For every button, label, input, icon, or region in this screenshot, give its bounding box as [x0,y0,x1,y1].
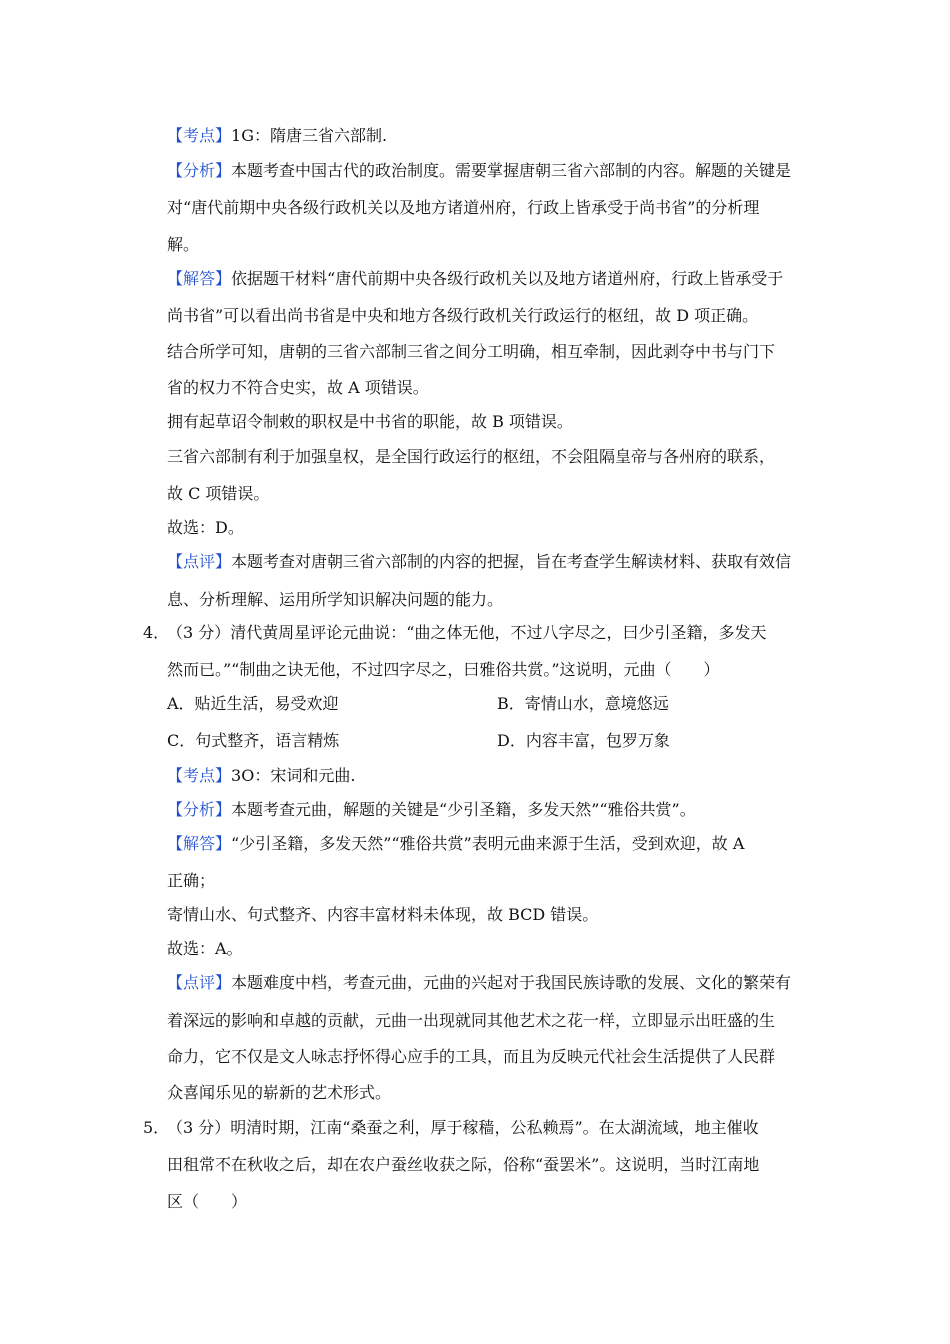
kaodian-line [167,126,387,146]
jieda-line: 拥有起草诏令制敕的职权是中书省的职能，故 B 项错误。 [167,412,573,431]
option-d: D．内容丰富，包罗万象 [497,731,670,750]
dianping-tag: 【点评】 [167,973,232,992]
kaodian-line [167,766,355,786]
jieda-line: 三省六部制有利于加强皇权，是全国行政运行的枢纽，不会阻隔皇帝与各州府的联系， [167,447,776,466]
fenxi-line [167,800,696,820]
option-b: B．寄情山水，意境悠远 [497,694,669,713]
dianping-tag: 【点评】 [167,552,232,571]
option-a: A．贴近生活，易受欢迎 [167,694,339,713]
jieda-line: 寄情山水、句式整齐、内容丰富材料未体现，故 BCD 错误。 [167,905,599,924]
question-stem: 然而已。”“制曲之诀无他，不过四字尽之，曰雅俗共赏。”这说明，元曲（ ） [167,660,720,679]
fenxi-tag: 【分析】 [167,161,232,180]
answer-line: 故选：D。 [167,518,244,537]
kaodian-tag: 【考点】 [167,126,232,145]
fenxi-line: 解。 [167,235,200,254]
dianping-line: 众喜闻乐见的崭新的艺术形式。 [167,1083,392,1102]
jieda-line: 结合所学可知，唐朝的三省六部制三省之间分工明确，相互牵制，因此剥夺中书与门下 [167,342,776,361]
jieda-tag: 【解答】 [167,269,232,288]
fenxi-line: 对“唐代前期中央各级行政机关以及地方诸道州府，行政上皆承受于尚书省”的分析理 [167,198,760,217]
jieda-line: 省的权力不符合史实，故 A 项错误。 [167,378,429,397]
dianping-line: 息、分析理解、运用所学知识解决问题的能力。 [167,590,504,609]
dianping-line [167,973,791,993]
fenxi-line [167,161,791,181]
kaodian-tag: 【考点】 [167,766,232,785]
jieda-line [167,269,783,289]
fenxi-text: 本题考查中国古代的政治制度。需要掌握唐朝三省六部制的内容。解题的关键是 [231,161,792,180]
kaodian-text: 1G：隋唐三省六部制. [231,126,388,145]
jieda-text: “少引圣籍，多发天然”“雅俗共赏”表明元曲来源于生活，受到欢迎，故 A [231,834,745,853]
jieda-line [167,834,744,854]
question-stem: 区（ ） [167,1192,248,1211]
kaodian-text: 3O：宋词和元曲. [231,766,356,785]
dianping-text: 本题难度中档，考查元曲，元曲的兴起对于我国民族诗歌的发展、文化的繁荣有 [231,973,792,992]
dianping-text: 本题考查对唐朝三省六部制的内容的把握，旨在考查学生解读材料、获取有效信 [231,552,792,571]
question-number: 5． [143,1118,170,1137]
jieda-tag: 【解答】 [167,834,232,853]
jieda-line: 故 C 项错误。 [167,484,270,503]
jieda-text: 依据题干材料“唐代前期中央各级行政机关以及地方诸道州府，行政上皆承受于 [231,269,784,288]
answer-line: 故选：A。 [167,939,243,958]
dianping-line: 命力，它不仅是文人咏志抒怀得心应手的工具，而且为反映元代社会生活提供了人民群 [167,1047,776,1066]
jieda-line: 正确； [167,871,216,890]
option-c: C．句式整齐，语言精炼 [167,731,340,750]
jieda-line: 尚书省”可以看出尚书省是中央和地方各级行政机关行政运行的枢纽，故 D 项正确。 [167,306,759,325]
question-stem: （3 分）明清时期，江南“桑蚕之利，厚于稼穑，公私赖焉”。在太湖流域，地主催收 [167,1118,759,1137]
question-stem: （3 分）清代黄周星评论元曲说：“曲之体无他，不过八字尽之，曰少引圣籍，多发天 [167,623,767,642]
question-stem: 田租常不在秋收之后，却在农户蚕丝收获之际，俗称“蚕罢米”。这说明，当时江南地 [167,1155,760,1174]
dianping-line: 着深远的影响和卓越的贡献，元曲一出现就同其他艺术之花一样，立即显示出旺盛的生 [167,1011,776,1030]
dianping-line [167,552,791,572]
fenxi-text: 本题考查元曲，解题的关键是“少引圣籍，多发天然”“雅俗共赏”。 [231,800,696,819]
question-number: 4． [143,623,170,642]
fenxi-tag: 【分析】 [167,800,232,819]
